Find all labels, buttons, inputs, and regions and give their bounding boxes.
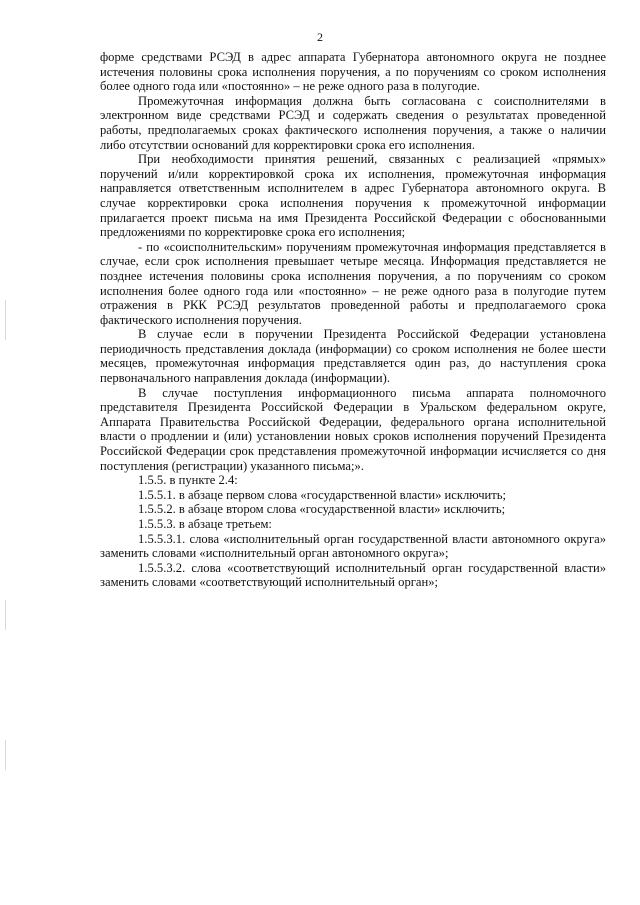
paragraph-1: форме средствами РСЭД в адрес аппарата Губернатора автономного округа не позднее истечения половины срока исполнения поручения, а по поручениям со сроком исполнения более одного года или «постоянно» – не реже одного раза в полугодие. bbox=[100, 50, 606, 94]
paragraph-7: 1.5.5. в пункте 2.4: bbox=[138, 473, 238, 488]
paragraph-6: В случае поступления информационного письма аппарата полномочного представителя Президента Российской Федерации в Уральском федеральном округе, Аппарата Правительства Российской Федерации, федерального органа исполнительной власти о продлении и (или) установлении новых сроков исполнения поручений Президента Российской Федерации срок представления промежуточной информации исчисляется со дня поступления (регистрации) указанного письма;». bbox=[100, 385, 606, 473]
document-body bbox=[100, 50, 606, 590]
scan-edge-mark bbox=[5, 600, 6, 630]
paragraph-3: При необходимости принятия решений, связанных с реализацией «прямых» поручений и/или корректировкой срока их исполнения, промежуточная информация направляется ответственным исполнителем в адрес Губернатора автономного округа. В случае корректировки срока исполнения поручения к промежуточной информации прилагается проект письма на имя Президента Российской Федерации с обоснованными предложениями по корректировке срока его исполнения; bbox=[100, 152, 606, 240]
paragraph-5: В случае если в поручении Президента Российской Федерации установлена периодичность представления доклада (информации) со сроком исполнения не более шести месяцев, промежуточная информация представляется один раз, до наступления срока первоначального направления доклада (информации). bbox=[100, 327, 606, 386]
paragraph-11: 1.5.5.3.1. слова «исполнительный орган государственной власти автономного округа» заменить словами «исполнительный орган автономного округа»; bbox=[100, 531, 606, 561]
page-number: 2 bbox=[317, 30, 323, 44]
paragraph-4: - по «соисполнительским» поручениям промежуточная информация представляется в случае, если срок исполнения превышает четыре месяца. Информация представляется не позднее истечения половины срока исполнения поручения, а по поручениям со сроком исполнения более одного года или «постоянно» – не реже одного раза в полугодие путем отражения в РКК РСЭД результатов проведенной работы и предполагаемого срока фактического исполнения поручения. bbox=[100, 239, 606, 327]
paragraph-2: Промежуточная информация должна быть согласована с соисполнителями в электронном виде средствами РСЭД и содержать сведения о результатах проведенной работы, предполагаемых сроках фактического исполнения поручения, а также о наличии либо отсутствии оснований для корректировки срока его исполнения. bbox=[100, 93, 606, 152]
scan-edge-mark bbox=[5, 300, 6, 340]
paragraph-8: 1.5.5.1. в абзаце первом слова «государственной власти» исключить; bbox=[138, 487, 507, 502]
paragraph-10: 1.5.5.3. в абзаце третьем: bbox=[138, 517, 272, 531]
paragraph-12: 1.5.5.3.2. слова «соответствующий исполнительный орган государственной власти» заменить словами «соответствующий исполнительный орган»; bbox=[100, 560, 606, 590]
paragraph-9: 1.5.5.2. в абзаце втором слова «государственной власти» исключить; bbox=[138, 502, 506, 517]
scan-edge-mark bbox=[5, 740, 6, 770]
